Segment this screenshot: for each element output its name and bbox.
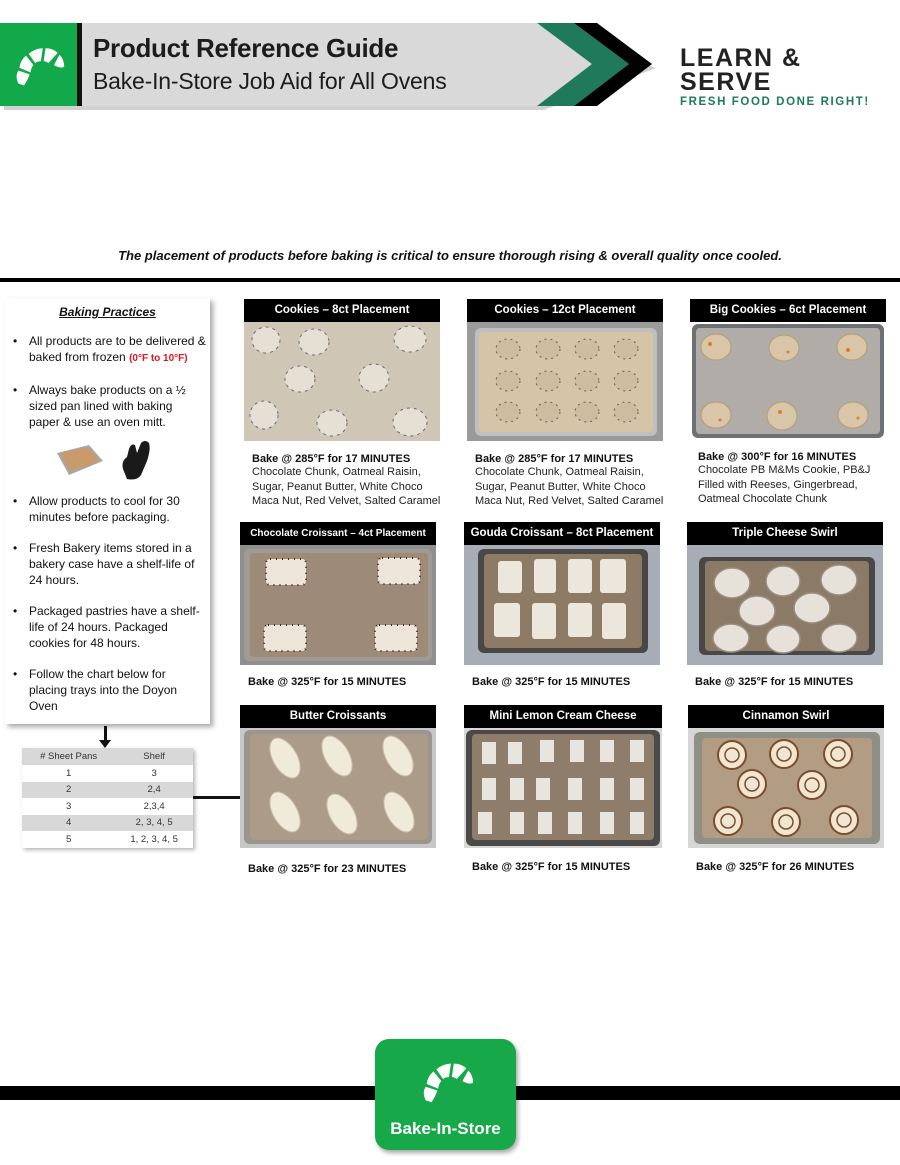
mini-lemon-cream-cheese-photo xyxy=(464,728,662,848)
product-card-big-cookies-6ct xyxy=(690,299,886,507)
bake-instructions: Bake @ 325°F for 15 MINUTES xyxy=(472,861,631,873)
product-card-cinnamon-swirl xyxy=(688,705,884,873)
top-divider xyxy=(0,278,900,282)
placement-tagline: The placement of products before baking is critical to ensure thorough rising & overall quality once cooled. xyxy=(118,248,782,263)
product-flavors: Sugar, Peanut Butter, White Choco xyxy=(252,480,423,493)
baking-tools-images xyxy=(53,439,210,481)
chocolate-croissant-photo xyxy=(240,545,436,665)
product-flavors: Filled with Reeses, Gingerbread, xyxy=(698,478,858,491)
cinnamon-swirl-photo xyxy=(688,728,884,848)
table-row: 4 2, 3, 4, 5 xyxy=(22,815,193,832)
bake-instructions: Bake @ 285°F for 17 MINUTES xyxy=(475,453,634,465)
learn-and-serve-logo xyxy=(680,46,880,108)
product-card-mini-lemon-cream-cheese xyxy=(464,705,662,873)
baking-practices-list xyxy=(5,333,210,430)
oven-mitt-icon xyxy=(119,439,155,481)
bake-instructions: Bake @ 325°F for 15 MINUTES xyxy=(695,676,854,688)
table-header-row xyxy=(22,748,193,765)
footer-label: Bake-In-Store xyxy=(390,1119,501,1138)
bake-in-store-badge xyxy=(375,1039,516,1150)
arrow-down-icon xyxy=(99,740,111,748)
bake-instructions: Bake @ 325°F for 23 MINUTES xyxy=(248,863,407,875)
column-header-shelf: Shelf xyxy=(115,748,193,765)
product-title: Cookies – 8ct Placement xyxy=(244,299,440,322)
logo-tagline: FRESH FOOD DONE RIGHT! xyxy=(680,96,870,108)
practice-item: • Follow the chart below for placing trays into the Doyon Oven xyxy=(13,666,206,714)
page-subtitle: Bake-In-Store Job Aid for All Ovens xyxy=(93,68,447,94)
product-flavors: Oatmeal Chocolate Chunk xyxy=(698,493,828,505)
practice-item: • Allow products to cool for 30 minutes before packaging. xyxy=(13,493,206,525)
cookies-8ct-photo xyxy=(244,322,440,441)
product-card-cookies-12ct xyxy=(467,299,663,509)
frozen-temp-range: (0°F to 10°F) xyxy=(129,353,188,364)
product-title: Big Cookies – 6ct Placement xyxy=(690,299,886,322)
product-flavors: Chocolate Chunk, Oatmeal Raisin, xyxy=(252,466,421,478)
table-row: 3 2,3,4 xyxy=(22,798,193,815)
product-flavors: Sugar, Peanut Butter, White Choco xyxy=(475,480,646,493)
header-banner xyxy=(0,23,660,106)
page-title: Product Reference Guide xyxy=(93,33,399,63)
product-title: Mini Lemon Cream Cheese xyxy=(464,705,662,728)
product-card-chocolate-croissant xyxy=(240,522,436,688)
gouda-croissant-photo xyxy=(464,545,660,665)
product-card-triple-cheese-swirl xyxy=(687,522,883,688)
bake-instructions: Bake @ 325°F for 15 MINUTES xyxy=(472,676,631,688)
shelf-placement-table xyxy=(22,748,193,848)
product-card-cookies-8ct xyxy=(244,299,440,509)
baking-practices-list-continued xyxy=(5,493,210,714)
product-title: Triple Cheese Swirl xyxy=(687,522,883,545)
practice-item: • Fresh Bakery items stored in a bakery case have a shelf-life of 24 hours. xyxy=(13,540,206,588)
product-flavors: Chocolate Chunk, Oatmeal Raisin, xyxy=(475,466,644,478)
practice-item: • Packaged pastries have a shelf-life of 24 hours. Packaged cookies for 48 hours. xyxy=(13,603,206,651)
baking-pan-icon xyxy=(53,443,105,477)
triple-cheese-swirl-photo xyxy=(687,545,883,665)
product-title: Gouda Croissant – 8ct Placement xyxy=(464,522,660,545)
table-row: 5 1, 2, 3, 4, 5 xyxy=(22,831,193,848)
product-title: Cinnamon Swirl xyxy=(688,705,884,728)
product-title: Cookies – 12ct Placement xyxy=(467,299,663,322)
practice-item: • All products are to be delivered & baked from frozen (0°F to 10°F) xyxy=(13,333,206,367)
product-title: Butter Croissants xyxy=(240,705,436,728)
bake-instructions: Bake @ 325°F for 15 MINUTES xyxy=(248,676,407,688)
product-card-gouda-croissant xyxy=(464,522,660,688)
baking-practices-panel xyxy=(5,298,210,724)
product-flavors: Maca Nut, Red Velvet, Salted Caramel xyxy=(252,495,441,507)
product-flavors: Maca Nut, Red Velvet, Salted Caramel xyxy=(475,495,664,507)
bake-instructions: Bake @ 285°F for 17 MINUTES xyxy=(252,453,411,465)
bake-instructions: Bake @ 325°F for 26 MINUTES xyxy=(696,861,855,873)
baking-practices-title: Baking Practices xyxy=(59,305,156,319)
table-row: 1 3 xyxy=(22,765,193,782)
product-card-butter-croissants xyxy=(240,705,436,875)
column-header-sheet-pans: # Sheet Pans xyxy=(22,748,115,765)
cookies-12ct-photo xyxy=(467,322,663,441)
croissant-icon xyxy=(10,37,68,93)
product-title: Chocolate Croissant – 4ct Placement xyxy=(240,522,436,545)
product-flavors: Chocolate PB M&Ms Cookie, PB&J xyxy=(698,464,871,476)
practice-item: • Always bake products on a ½ sized pan lined with baking paper & use an oven mitt. xyxy=(13,382,206,430)
logo-wordmark: LEARN & SERVE xyxy=(680,44,802,96)
table-row: 2 2,4 xyxy=(22,782,193,799)
croissant-icon xyxy=(418,1052,476,1110)
big-cookies-6ct-photo xyxy=(690,322,886,441)
butter-croissants-photo xyxy=(240,728,436,848)
bake-instructions: Bake @ 300°F for 16 MINUTES xyxy=(698,451,857,463)
table-connector-line xyxy=(193,796,241,799)
